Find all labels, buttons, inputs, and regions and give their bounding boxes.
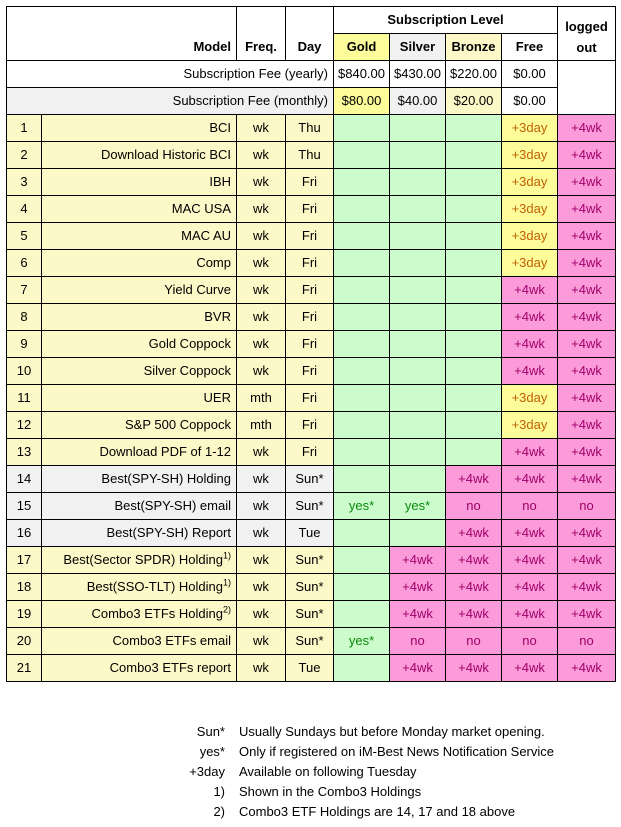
row-silver	[390, 466, 446, 493]
table-row	[7, 223, 616, 250]
row-model-label: Download PDF of 1-12	[99, 444, 231, 459]
table-row	[7, 277, 616, 304]
row-gold	[334, 277, 390, 304]
fee-yearly-free: $0.00	[502, 61, 558, 88]
fee-yearly-gold: $840.00	[334, 61, 390, 88]
row-model	[42, 412, 237, 439]
row-model-footnote: 1)	[222, 550, 231, 561]
row-model	[42, 115, 237, 142]
row-day: Sun*	[286, 574, 334, 601]
row-silver	[390, 358, 446, 385]
row-model	[42, 169, 237, 196]
row-silver	[390, 169, 446, 196]
row-model-label: IBH	[209, 174, 231, 189]
row-day: Sun*	[286, 628, 334, 655]
fee-monthly-silver: $40.00	[390, 88, 446, 115]
table-row	[7, 115, 616, 142]
row-logged-out: +4wk	[558, 196, 616, 223]
row-model-label: Best(SPY-SH) Holding	[101, 471, 231, 486]
row-silver	[390, 142, 446, 169]
row-day: Sun*	[286, 466, 334, 493]
row-day: Fri	[286, 277, 334, 304]
row-free: +4wk	[502, 277, 558, 304]
row-number: 14	[7, 466, 42, 493]
row-gold	[334, 547, 390, 574]
row-number: 18	[7, 574, 42, 601]
row-gold	[334, 655, 390, 682]
row-logged-out: +4wk	[558, 412, 616, 439]
row-gold: yes*	[334, 493, 390, 520]
row-number: 13	[7, 439, 42, 466]
legend-key: yes*	[199, 744, 225, 759]
row-model-label: MAC USA	[171, 201, 231, 216]
row-freq: wk	[237, 628, 286, 655]
row-model	[42, 439, 237, 466]
row-model	[42, 385, 237, 412]
fee-monthly-gold: $80.00	[334, 88, 390, 115]
row-gold	[334, 601, 390, 628]
row-freq: wk	[237, 331, 286, 358]
row-freq: wk	[237, 655, 286, 682]
row-gold	[334, 574, 390, 601]
row-logged-out: +4wk	[558, 466, 616, 493]
row-free: +4wk	[502, 466, 558, 493]
row-number: 8	[7, 304, 42, 331]
row-day: Fri	[286, 331, 334, 358]
row-silver: +4wk	[390, 574, 446, 601]
row-freq: wk	[237, 574, 286, 601]
row-bronze: +4wk	[446, 655, 502, 682]
row-model	[42, 493, 237, 520]
row-bronze	[446, 331, 502, 358]
row-bronze: +4wk	[446, 601, 502, 628]
row-gold	[334, 250, 390, 277]
row-logged-out: +4wk	[558, 223, 616, 250]
legend-key: Sun*	[196, 724, 225, 739]
row-gold	[334, 304, 390, 331]
row-logged-out: no	[558, 628, 616, 655]
table-row	[7, 196, 616, 223]
header-level-silver: Silver	[390, 34, 446, 61]
row-model-label: Combo3 ETFs Holding	[91, 606, 223, 621]
row-model-label: Silver Coppock	[143, 363, 231, 378]
table-row	[7, 466, 616, 493]
row-freq: wk	[237, 439, 286, 466]
header-subscription-level: Subscription Level	[334, 7, 558, 34]
row-day: Thu	[286, 115, 334, 142]
row-logged-out: +4wk	[558, 601, 616, 628]
row-free: +3day	[502, 196, 558, 223]
row-model	[42, 601, 237, 628]
row-freq: wk	[237, 304, 286, 331]
row-model-label: S&P 500 Coppock	[125, 417, 231, 432]
row-free: +4wk	[502, 655, 558, 682]
table-row	[7, 574, 616, 601]
row-free: +4wk	[502, 547, 558, 574]
fee-monthly-bronze: $20.00	[446, 88, 502, 115]
row-freq: mth	[237, 412, 286, 439]
legend-text: Available on following Tuesday	[239, 764, 417, 779]
legend-item	[0, 762, 621, 782]
row-model-label: UER	[203, 390, 231, 405]
table-row	[7, 358, 616, 385]
header-freq: Freq.	[237, 7, 286, 61]
table-row	[7, 547, 616, 574]
row-bronze	[446, 358, 502, 385]
row-number: 21	[7, 655, 42, 682]
row-bronze	[446, 115, 502, 142]
row-bronze: +4wk	[446, 466, 502, 493]
fee-yearly-label: Subscription Fee (yearly)	[7, 61, 334, 88]
row-model-label: Gold Coppock	[148, 336, 231, 351]
row-bronze	[446, 277, 502, 304]
row-day: Thu	[286, 142, 334, 169]
legend-item	[0, 742, 621, 762]
row-model	[42, 466, 237, 493]
row-gold	[334, 358, 390, 385]
row-number: 20	[7, 628, 42, 655]
row-day: Fri	[286, 196, 334, 223]
header-model: Model	[7, 7, 237, 61]
row-free: +3day	[502, 385, 558, 412]
row-bronze	[446, 250, 502, 277]
row-bronze: no	[446, 628, 502, 655]
row-gold	[334, 115, 390, 142]
row-number: 5	[7, 223, 42, 250]
table-row	[7, 655, 616, 682]
row-model	[42, 520, 237, 547]
header-day: Day	[286, 7, 334, 61]
row-day: Tue	[286, 655, 334, 682]
row-logged-out: +4wk	[558, 358, 616, 385]
legend-text: Shown in the Combo3 Holdings	[239, 784, 422, 799]
row-logged-out: +4wk	[558, 169, 616, 196]
fee-logged-out-blank	[558, 61, 616, 115]
row-logged-out: +4wk	[558, 574, 616, 601]
row-silver	[390, 196, 446, 223]
row-free: +4wk	[502, 331, 558, 358]
row-bronze	[446, 142, 502, 169]
row-model-label: Comp	[196, 255, 231, 270]
row-silver	[390, 385, 446, 412]
row-freq: wk	[237, 196, 286, 223]
row-logged-out: +4wk	[558, 277, 616, 304]
table-row	[7, 520, 616, 547]
row-gold	[334, 223, 390, 250]
row-silver: +4wk	[390, 601, 446, 628]
row-logged-out: +4wk	[558, 547, 616, 574]
row-gold	[334, 412, 390, 439]
legend	[0, 722, 621, 822]
row-day: Fri	[286, 439, 334, 466]
row-logged-out: +4wk	[558, 142, 616, 169]
row-logged-out: +4wk	[558, 115, 616, 142]
legend-text: Combo3 ETF Holdings are 14, 17 and 18 above	[239, 804, 516, 819]
row-bronze: +4wk	[446, 520, 502, 547]
row-free: +3day	[502, 142, 558, 169]
row-freq: wk	[237, 547, 286, 574]
row-silver	[390, 439, 446, 466]
row-day: Sun*	[286, 601, 334, 628]
row-gold	[334, 439, 390, 466]
row-gold	[334, 196, 390, 223]
table-row	[7, 304, 616, 331]
row-silver	[390, 520, 446, 547]
row-free: +3day	[502, 250, 558, 277]
row-day: Fri	[286, 250, 334, 277]
row-silver: +4wk	[390, 655, 446, 682]
row-freq: wk	[237, 466, 286, 493]
row-number: 9	[7, 331, 42, 358]
row-model-label: Best(SPY-SH) Report	[106, 525, 231, 540]
header-level-bronze: Bronze	[446, 34, 502, 61]
legend-key: +3day	[189, 764, 225, 779]
row-number: 2	[7, 142, 42, 169]
row-logged-out: +4wk	[558, 331, 616, 358]
row-free: +3day	[502, 223, 558, 250]
row-day: Fri	[286, 385, 334, 412]
row-gold	[334, 385, 390, 412]
row-free: +4wk	[502, 574, 558, 601]
row-number: 19	[7, 601, 42, 628]
row-model-label: MAC AU	[181, 228, 231, 243]
fee-yearly-bronze: $220.00	[446, 61, 502, 88]
row-bronze	[446, 439, 502, 466]
row-number: 10	[7, 358, 42, 385]
row-day: Sun*	[286, 493, 334, 520]
row-silver	[390, 331, 446, 358]
row-silver	[390, 250, 446, 277]
row-logged-out: +4wk	[558, 250, 616, 277]
legend-item	[0, 782, 621, 802]
row-number: 16	[7, 520, 42, 547]
fee-monthly-label: Subscription Fee (monthly)	[7, 88, 334, 115]
row-silver: +4wk	[390, 547, 446, 574]
row-model	[42, 547, 237, 574]
row-bronze: no	[446, 493, 502, 520]
row-day: Sun*	[286, 547, 334, 574]
row-model-label: Combo3 ETFs report	[109, 660, 231, 675]
row-model	[42, 655, 237, 682]
table-row	[7, 628, 616, 655]
legend-key: 2)	[213, 804, 225, 819]
legend-item	[0, 802, 621, 822]
fee-yearly-silver: $430.00	[390, 61, 446, 88]
row-freq: wk	[237, 277, 286, 304]
row-gold	[334, 466, 390, 493]
row-free: +4wk	[502, 304, 558, 331]
row-freq: wk	[237, 358, 286, 385]
legend-item	[0, 722, 621, 742]
row-model	[42, 277, 237, 304]
row-number: 6	[7, 250, 42, 277]
row-number: 4	[7, 196, 42, 223]
row-gold	[334, 142, 390, 169]
row-silver: no	[390, 628, 446, 655]
row-free: +3day	[502, 115, 558, 142]
table-row	[7, 493, 616, 520]
row-bronze	[446, 196, 502, 223]
row-model-label: Best(Sector SPDR) Holding	[63, 552, 223, 567]
row-free: +4wk	[502, 601, 558, 628]
row-gold	[334, 331, 390, 358]
row-model	[42, 196, 237, 223]
row-model	[42, 223, 237, 250]
row-free: +4wk	[502, 520, 558, 547]
row-gold: yes*	[334, 628, 390, 655]
table-row	[7, 412, 616, 439]
row-bronze	[446, 385, 502, 412]
row-silver	[390, 223, 446, 250]
row-day: Fri	[286, 304, 334, 331]
row-logged-out: +4wk	[558, 655, 616, 682]
row-day: Fri	[286, 358, 334, 385]
row-silver	[390, 304, 446, 331]
header-level-free: Free	[502, 34, 558, 61]
row-model-label: BVR	[204, 309, 231, 324]
row-logged-out: no	[558, 493, 616, 520]
row-model	[42, 304, 237, 331]
row-number: 1	[7, 115, 42, 142]
row-day: Fri	[286, 223, 334, 250]
row-model-footnote: 2)	[222, 604, 231, 615]
row-freq: wk	[237, 520, 286, 547]
row-number: 17	[7, 547, 42, 574]
row-free: +3day	[502, 412, 558, 439]
row-model	[42, 628, 237, 655]
row-number: 3	[7, 169, 42, 196]
row-logged-out: +4wk	[558, 520, 616, 547]
row-model-label: Download Historic BCI	[100, 147, 231, 162]
row-number: 7	[7, 277, 42, 304]
row-silver: yes*	[390, 493, 446, 520]
row-gold	[334, 169, 390, 196]
row-silver	[390, 277, 446, 304]
row-model-label: Yield Curve	[164, 282, 231, 297]
row-logged-out: +4wk	[558, 439, 616, 466]
row-day: Fri	[286, 412, 334, 439]
row-silver	[390, 412, 446, 439]
row-model-footnote: 1)	[222, 577, 231, 588]
row-freq: mth	[237, 385, 286, 412]
header-level-gold: Gold	[334, 34, 390, 61]
row-number: 15	[7, 493, 42, 520]
row-free: no	[502, 493, 558, 520]
row-silver	[390, 115, 446, 142]
table-row	[7, 250, 616, 277]
legend-key: 1)	[213, 784, 225, 799]
row-model	[42, 142, 237, 169]
row-model-label: Best(SPY-SH) email	[114, 498, 231, 513]
row-freq: wk	[237, 169, 286, 196]
row-bronze	[446, 304, 502, 331]
row-model	[42, 331, 237, 358]
row-model-label: Combo3 ETFs email	[112, 633, 231, 648]
row-free: +4wk	[502, 358, 558, 385]
row-number: 12	[7, 412, 42, 439]
row-logged-out: +4wk	[558, 304, 616, 331]
row-bronze	[446, 412, 502, 439]
row-number: 11	[7, 385, 42, 412]
row-day: Fri	[286, 169, 334, 196]
row-freq: wk	[237, 250, 286, 277]
table-row	[7, 169, 616, 196]
row-free: +3day	[502, 169, 558, 196]
header-logged-out: logged out	[558, 7, 616, 61]
table-row	[7, 601, 616, 628]
table-row	[7, 142, 616, 169]
row-freq: wk	[237, 142, 286, 169]
row-free: no	[502, 628, 558, 655]
subscription-table	[6, 6, 616, 682]
legend-text: Only if registered on iM-Best News Notification Service	[239, 744, 555, 759]
row-gold	[334, 520, 390, 547]
row-freq: wk	[237, 601, 286, 628]
row-free: +4wk	[502, 439, 558, 466]
row-model	[42, 358, 237, 385]
table-row	[7, 331, 616, 358]
row-model	[42, 250, 237, 277]
fee-monthly-free: $0.00	[502, 88, 558, 115]
table-row	[7, 439, 616, 466]
row-logged-out: +4wk	[558, 385, 616, 412]
row-model-label: BCI	[209, 120, 231, 135]
row-bronze	[446, 223, 502, 250]
row-day: Tue	[286, 520, 334, 547]
row-freq: wk	[237, 223, 286, 250]
row-model	[42, 574, 237, 601]
row-bronze	[446, 169, 502, 196]
legend-text: Usually Sundays but before Monday market opening.	[239, 724, 545, 739]
row-freq: wk	[237, 493, 286, 520]
row-bronze: +4wk	[446, 547, 502, 574]
row-model-label: Best(SSO-TLT) Holding	[86, 579, 223, 594]
table-row	[7, 385, 616, 412]
row-bronze: +4wk	[446, 574, 502, 601]
row-freq: wk	[237, 115, 286, 142]
